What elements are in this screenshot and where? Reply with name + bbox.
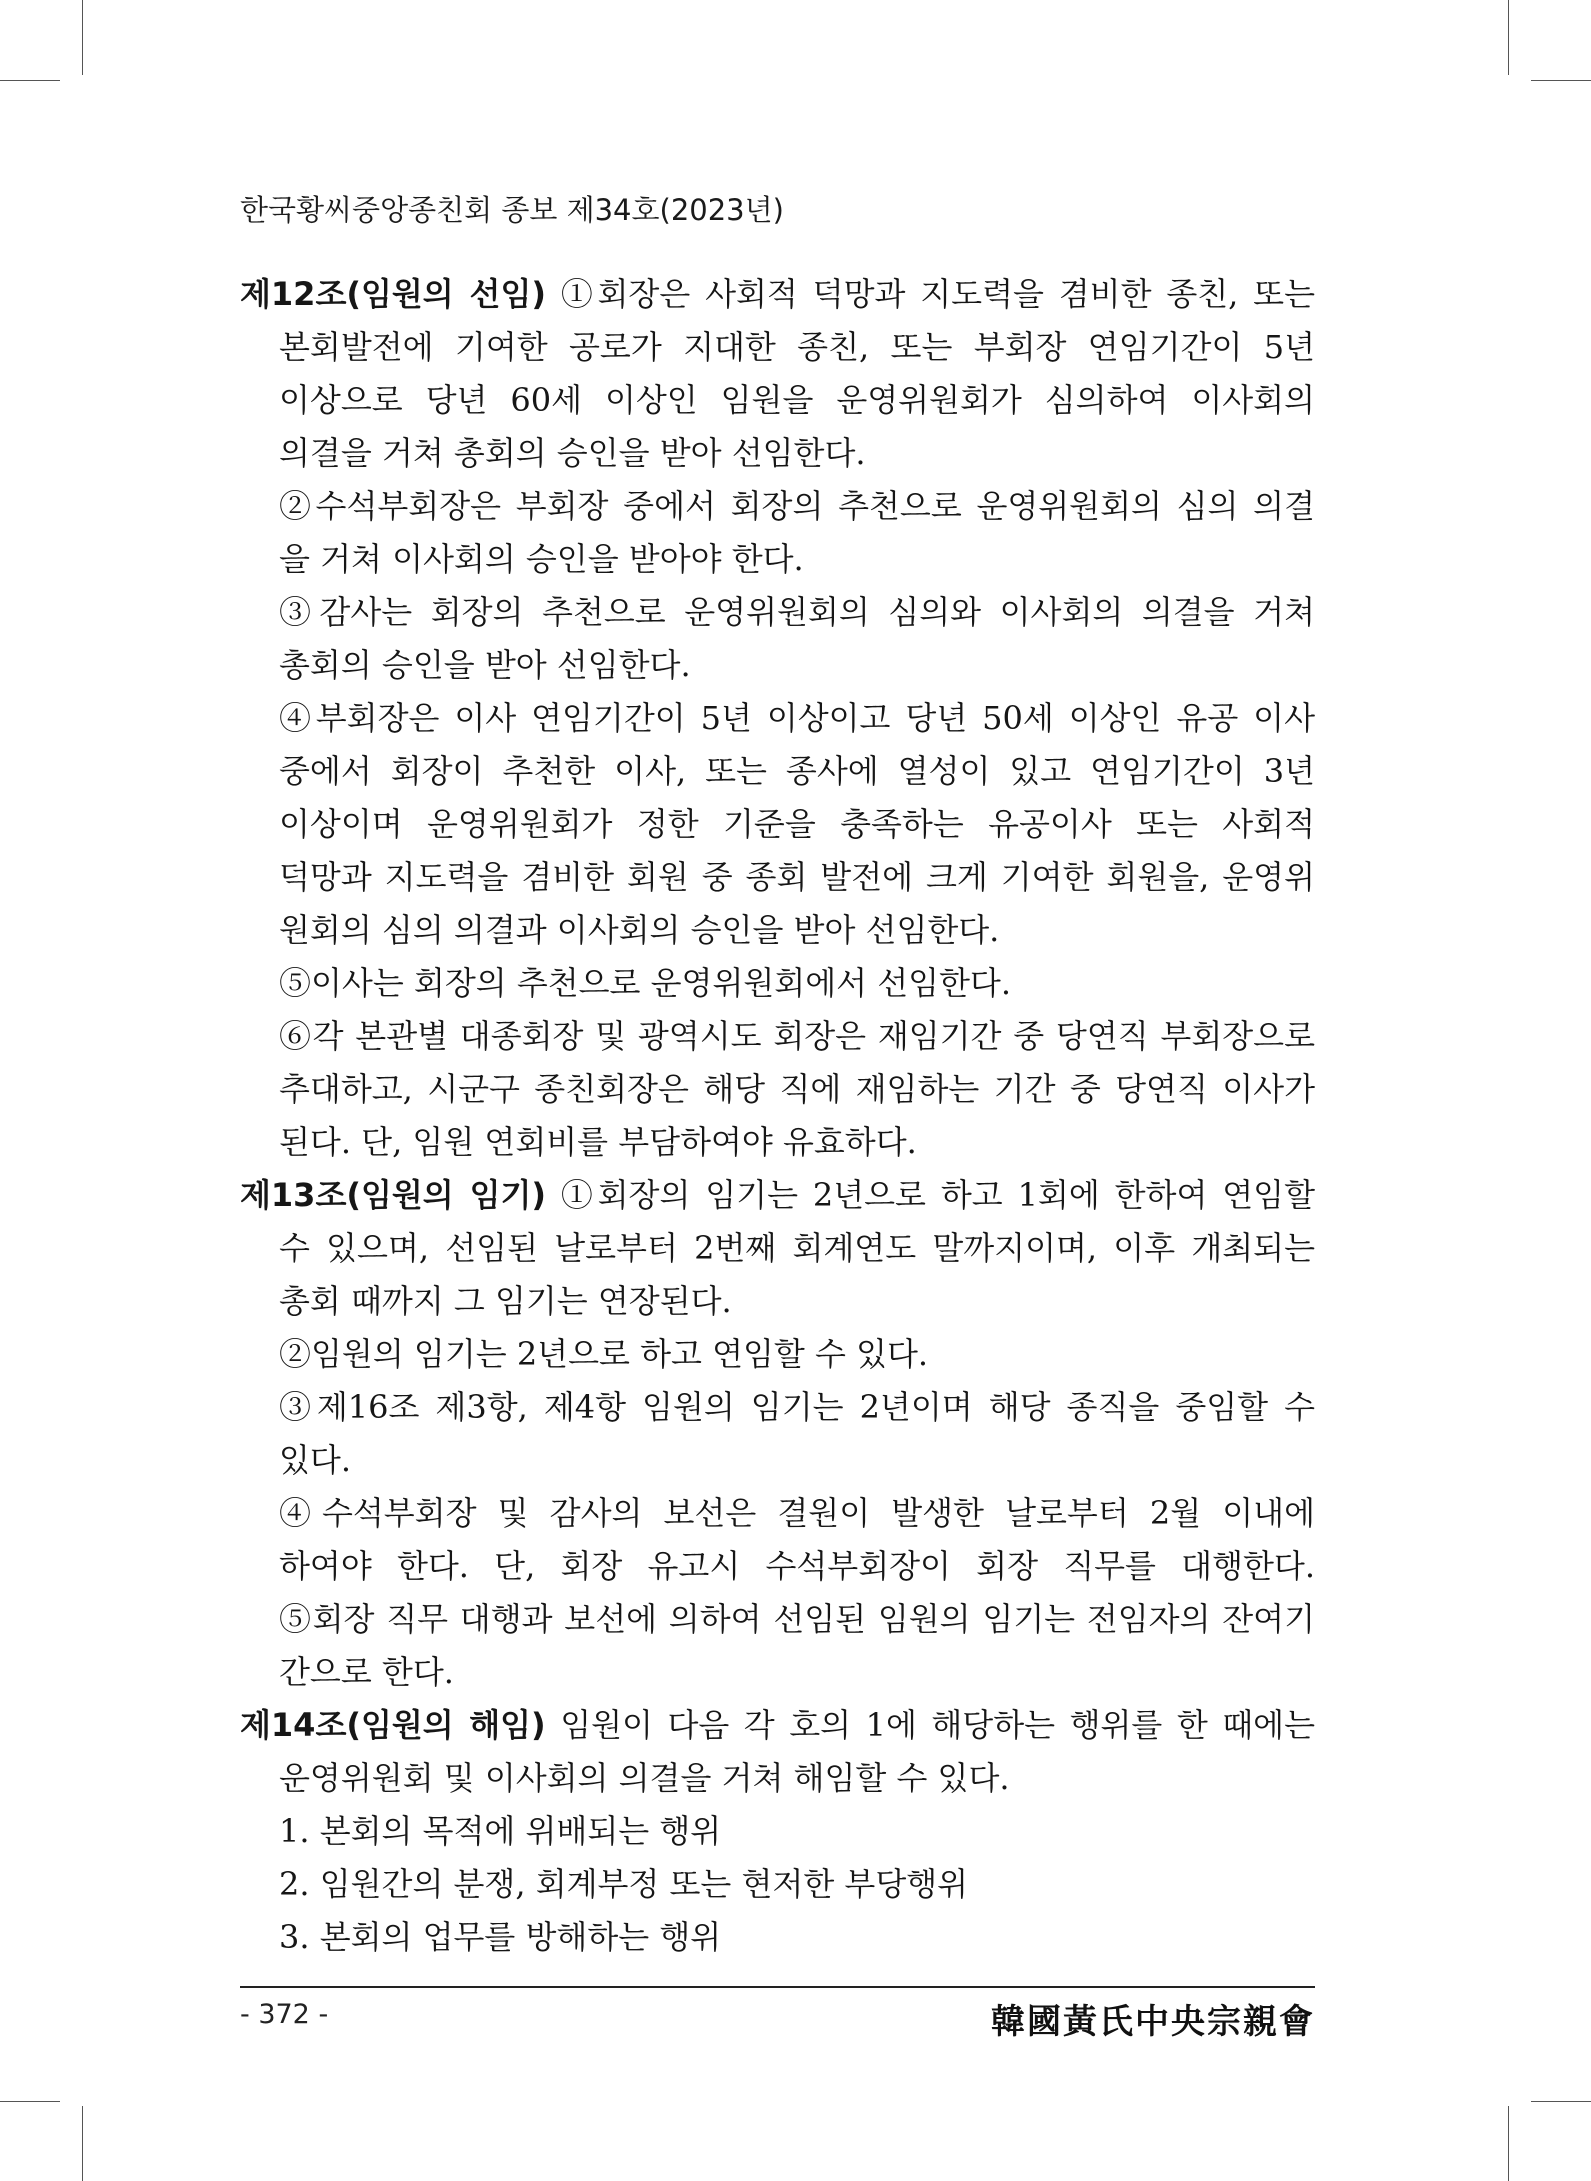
text-line: 하여야 한다. 단, 회장 유고시 수석부회장이 회장 직무를 대행한다. xyxy=(279,1547,1315,1585)
text-line: 원회의 심의 의결과 이사회의 승인을 받아 선임한다. xyxy=(279,911,1000,949)
text-line: 제14조(임원의 해임) 임원이 다음 각 호의 1에 해당하는 행위를 한 때에는 xyxy=(240,1706,1315,1744)
text-line: ②수석부회장은 부회장 중에서 회장의 추천으로 운영위원회의 심의 의결 xyxy=(279,487,1315,525)
crop-mark-right-top xyxy=(1531,80,1591,81)
text-line: 이상이며 운영위원회가 정한 기준을 충족하는 유공이사 또는 사회적 xyxy=(279,805,1315,843)
article-body xyxy=(240,268,1315,1964)
article-heading: 제12조(임원의 선임) xyxy=(240,275,546,313)
text-line: 본회발전에 기여한 공로가 지대한 종친, 또는 부회장 연임기간이 5년 xyxy=(279,328,1315,366)
text-line: 중에서 회장이 추천한 이사, 또는 종사에 열성이 있고 연임기간이 3년 xyxy=(279,752,1315,790)
text-line: 운영위원회 및 이사회의 의결을 거쳐 해임할 수 있다. xyxy=(279,1759,1010,1797)
text-line: 이상으로 당년 60세 이상인 임원을 운영위원회가 심의하여 이사회의 xyxy=(279,381,1315,419)
text-line: 총회의 승인을 받아 선임한다. xyxy=(279,646,691,684)
organization-name: 韓國黃氏中央宗親會 xyxy=(991,2002,1315,2042)
text-line: 덕망과 지도력을 겸비한 회원 중 종회 발전에 크게 기여한 회원을, 운영위 xyxy=(279,858,1315,896)
crop-mark-left-bottom xyxy=(0,2101,60,2102)
crop-mark-left-top xyxy=(0,80,60,81)
crop-mark-bottom-left xyxy=(82,2106,83,2181)
page-number: - 372 - xyxy=(240,1999,329,2030)
text-line: 수 있으며, 선임된 날로부터 2번째 회계연도 말까지이며, 이후 개최되는 xyxy=(279,1229,1315,1267)
text-line: 된다. 단, 임원 연회비를 부담하여야 유효하다. xyxy=(279,1123,917,1161)
list-item: 2. 임원간의 분쟁, 회계부정 또는 현저한 부당행위 xyxy=(279,1865,969,1903)
text-line: ⑤이사는 회장의 추천으로 운영위원회에서 선임한다. xyxy=(279,964,1012,1002)
list-item: 3. 본회의 업무를 방해하는 행위 xyxy=(279,1918,722,1956)
text-line: ④수석부회장 및 감사의 보선은 결원이 발생한 날로부터 2월 이내에 xyxy=(279,1494,1315,1532)
text-line: 총회 때까지 그 임기는 연장된다. xyxy=(279,1282,732,1320)
running-header: 한국황씨중앙종친회 종보 제34호(2023년) xyxy=(240,193,784,227)
text-line: ③제16조 제3항, 제4항 임원의 임기는 2년이며 해당 종직을 중임할 수 xyxy=(279,1388,1315,1426)
text-line: 을 거쳐 이사회의 승인을 받아야 한다. xyxy=(279,540,804,578)
list-item: 1. 본회의 목적에 위배되는 행위 xyxy=(279,1812,722,1850)
article-heading: 제14조(임원의 해임) xyxy=(240,1706,546,1744)
text-line: 간으로 한다. xyxy=(279,1653,454,1691)
text-line: 제12조(임원의 선임) ①회장은 사회적 덕망과 지도력을 겸비한 종친, 또는 xyxy=(240,275,1315,313)
text-line: ④부회장은 이사 연임기간이 5년 이상이고 당년 50세 이상인 유공 이사 xyxy=(279,699,1315,737)
crop-mark-top-right xyxy=(1508,0,1509,75)
text-line: ③감사는 회장의 추천으로 운영위원회의 심의와 이사회의 의결을 거쳐 xyxy=(279,593,1315,631)
text-line: ②임원의 임기는 2년으로 하고 연임할 수 있다. xyxy=(279,1335,929,1373)
crop-mark-top-left xyxy=(82,0,83,75)
text-line: ⑥각 본관별 대종회장 및 광역시도 회장은 재임기간 중 당연직 부회장으로 xyxy=(279,1017,1315,1055)
crop-mark-bottom-right xyxy=(1508,2106,1509,2181)
text-line: 있다. xyxy=(279,1441,351,1479)
text-line: 추대하고, 시군구 종친회장은 해당 직에 재임하는 기간 중 당연직 이사가 xyxy=(279,1070,1315,1108)
footer-divider xyxy=(240,1986,1315,1988)
text-line: ⑤회장 직무 대행과 보선에 의하여 선임된 임원의 임기는 전임자의 잔여기 xyxy=(279,1600,1315,1638)
crop-mark-right-bottom xyxy=(1531,2101,1591,2102)
article-heading: 제13조(임원의 임기) xyxy=(240,1176,547,1214)
text-line: 의결을 거쳐 총회의 승인을 받아 선임한다. xyxy=(279,434,866,472)
text-line: 제13조(임원의 임기) ①회장의 임기는 2년으로 하고 1회에 한하여 연임할 xyxy=(240,1176,1315,1214)
